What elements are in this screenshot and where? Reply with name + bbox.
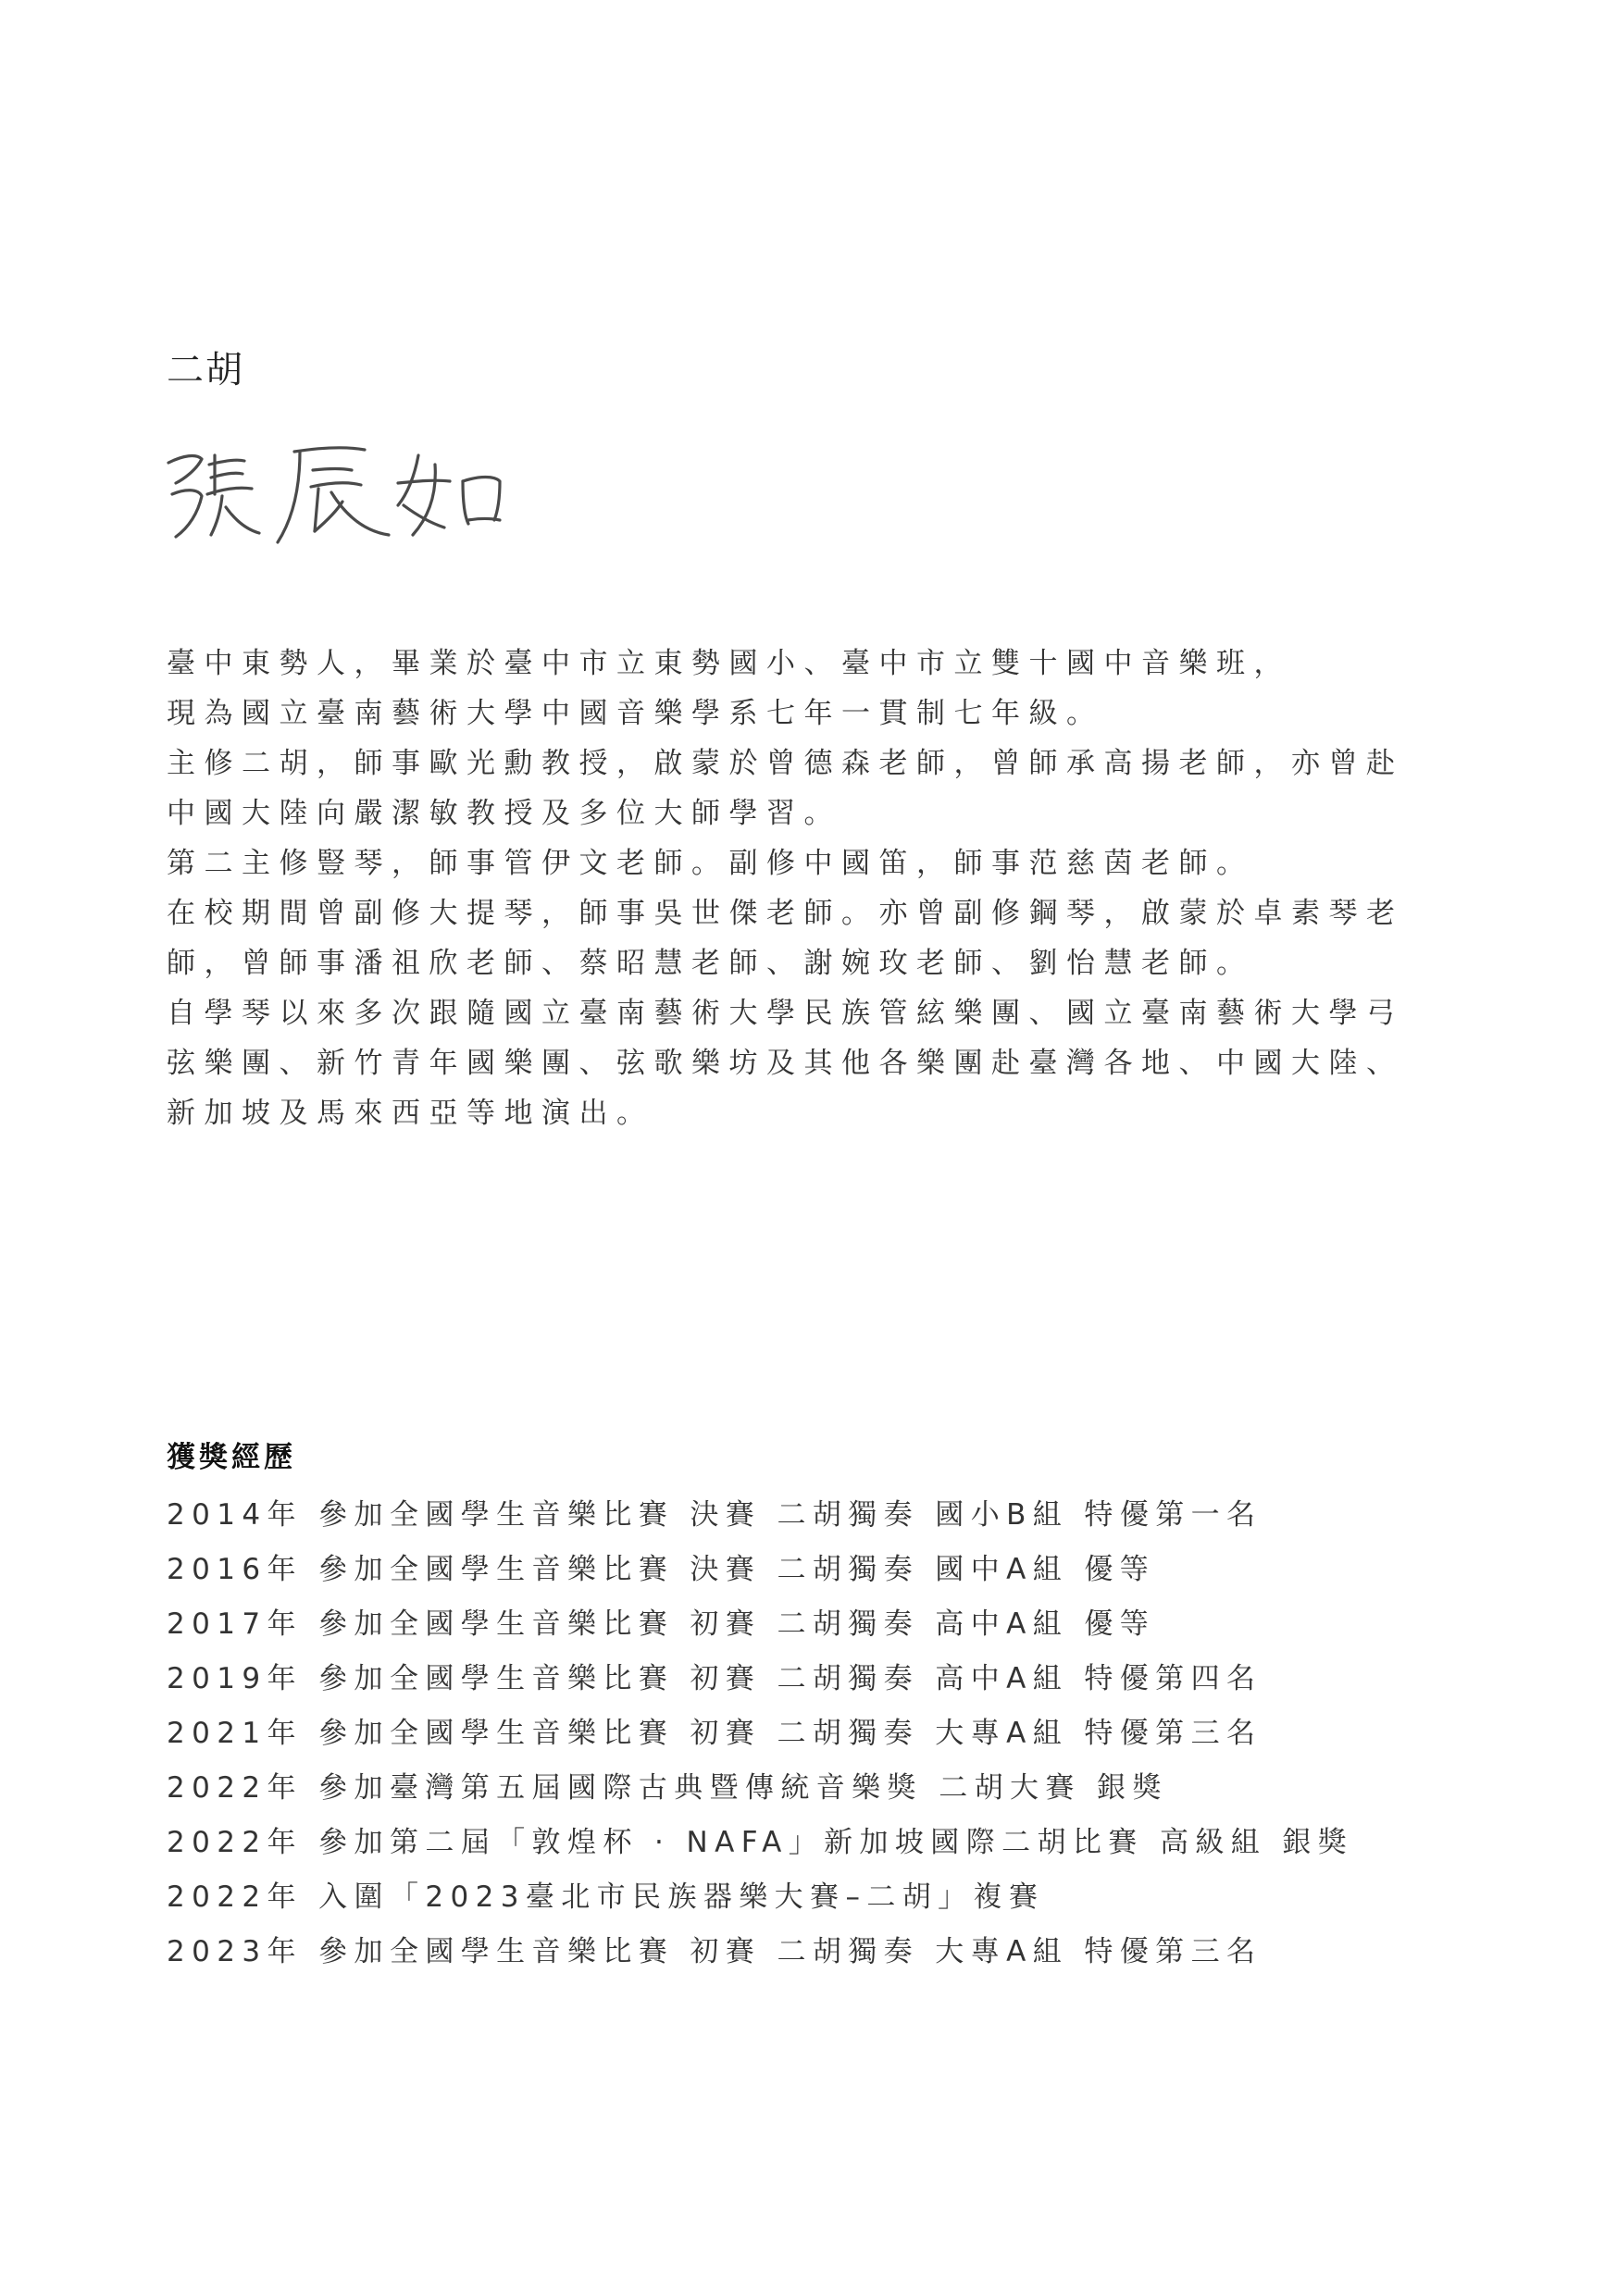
- biography: [167, 639, 1462, 1138]
- award-item: 2023年 參加全國學生音樂比賽 初賽 二胡獨奏 大專A組 特優第三名: [167, 1935, 1263, 1968]
- bio-line: 師，曾師事潘祖欣老師、蔡昭慧老師、謝婉玫老師、劉怡慧老師。: [167, 947, 1254, 980]
- award-item: 2016年 參加全國學生音樂比賽 決賽 二胡獨奏 國中A組 優等: [167, 1553, 1156, 1586]
- award-item: 2022年 參加第二屆「敦煌杯 · NAFA」新加坡國際二胡比賽 高級組 銀獎: [167, 1826, 1354, 1859]
- bio-line: 第二主修豎琴，師事管伊文老師。副修中國笛，師事范慈茵老師。: [167, 847, 1254, 880]
- bio-line: 在校期間曾副修大提琴，師事吳世傑老師。亦曾副修鋼琴，啟蒙於卓素琴老: [167, 897, 1404, 930]
- award-item: 2022年 入圍「2023臺北市民族器樂大賽–二胡」複賽: [167, 1880, 1045, 1914]
- bio-line: 中國大陸向嚴潔敏教授及多位大師學習。: [167, 797, 841, 830]
- bio-line: 新加坡及馬來西亞等地演出。: [167, 1097, 654, 1130]
- bio-line: 臺中東勢人，畢業於臺中市立東勢國小、臺中市立雙十國中音樂班，: [167, 647, 1291, 680]
- bio-line: 主修二胡，師事歐光勳教授，啟蒙於曾德森老師，曾師承高揚老師，亦曾赴: [167, 747, 1404, 780]
- awards-title: 獲獎經歷: [167, 1441, 296, 1474]
- bio-line: 現為國立臺南藝術大學中國音樂學系七年一貫制七年級。: [167, 697, 1104, 730]
- awards-section: [167, 1433, 1481, 1980]
- award-item: 2021年 參加全國學生音樂比賽 初賽 二胡獨奏 大專A組 特優第三名: [167, 1717, 1263, 1750]
- award-item: 2019年 參加全國學生音樂比賽 初賽 二胡獨奏 高中A組 特優第四名: [167, 1662, 1263, 1695]
- handwritten-signature: [155, 428, 563, 557]
- award-item: 2022年 參加臺灣第五屆國際古典暨傳統音樂獎 二胡大賽 銀獎: [167, 1771, 1168, 1805]
- bio-line: 弦樂團、新竹青年國樂團、弦歌樂坊及其他各樂團赴臺灣各地、中國大陸、: [167, 1047, 1404, 1080]
- award-item: 2014年 參加全國學生音樂比賽 決賽 二胡獨奏 國小B組 特優第一名: [167, 1498, 1263, 1532]
- bio-line: 自學琴以來多次跟隨國立臺南藝術大學民族管絃樂團、國立臺南藝術大學弓: [167, 997, 1404, 1030]
- instrument-heading: 二胡: [167, 349, 244, 391]
- award-item: 2017年 參加全國學生音樂比賽 初賽 二胡獨奏 高中A組 優等: [167, 1607, 1156, 1641]
